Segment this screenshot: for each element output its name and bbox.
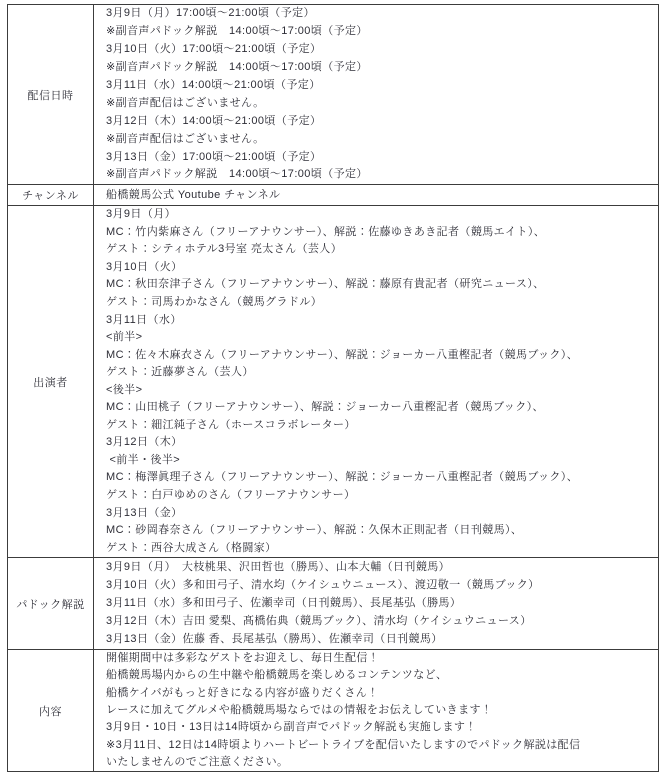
broadcast-info-table xyxy=(7,4,659,772)
table-row-performers xyxy=(8,205,658,557)
content-line: ゲスト：細江純子さん（ホースコラボレーター） xyxy=(106,418,356,431)
row-label-contents: 内容 xyxy=(8,650,94,771)
row-content-contents xyxy=(94,650,658,771)
table-row-channel xyxy=(8,184,658,205)
content-line: ゲスト：司馬わかなさん（競馬グラドル） xyxy=(106,296,323,308)
content-line: 開催期間中は多彩なゲストをお迎えし、毎日生配信！ xyxy=(106,652,380,665)
content-line: 3月10日（火） xyxy=(106,260,183,273)
content-line: ※3月11日、12日は14時頃よりハートビートライブを配信いたしますのでパドック解説は配信 xyxy=(106,738,581,751)
content-line: ※副音声配信はございません。 xyxy=(106,96,265,109)
content-line: 船橋競馬場内からの生中継や船橋競馬を楽しめるコンテンツなど、 xyxy=(106,669,448,682)
content-line: <前半> xyxy=(106,331,143,344)
content-line: MC：山田桃子（フリーアナウンサー）、解説：ジョーカー八重樫記者（競馬ブック）、 xyxy=(106,401,544,414)
content-line: 3月13日（金）17:00頃～21:00頃（予定） xyxy=(106,150,322,163)
content-line: MC：砂岡春奈さん（フリーアナウンサー）、解説：久保木正則記者（日刊競馬）、 xyxy=(106,524,523,537)
row-content-broadcast-datetime xyxy=(94,5,658,184)
table-row-broadcast-datetime xyxy=(8,5,658,184)
table-row-paddock-commentary xyxy=(8,557,658,649)
content-line: 3月11日（水）多和田弓子、佐瀬幸司（日刊競馬）、長尾基弘（勝馬） xyxy=(106,596,462,609)
content-line: 3月12日（木） xyxy=(106,436,183,449)
row-label-broadcast-datetime: 配信日時 xyxy=(8,5,94,184)
content-line: ※副音声配信はございません。 xyxy=(106,132,265,145)
content-line: いたしませんのでご注意ください。 xyxy=(106,755,289,768)
content-line: レースに加えてグルメや船橋競馬場ならではの情報をお伝えしていきます！ xyxy=(106,703,493,716)
content-line: ※副音声パドック解説 14:00頃～17:00頃（予定） xyxy=(106,25,368,38)
content-line: 3月10日（火）17:00頃～21:00頃（予定） xyxy=(106,43,322,56)
row-label-performers: 出演者 xyxy=(8,206,94,557)
content-line: 3月9日（月） 大枝桃果、沢田哲也（勝馬）、山本大輔（日刊競馬） xyxy=(106,560,451,573)
table-row-contents xyxy=(8,649,658,771)
row-label-paddock-commentary: パドック解説 xyxy=(8,558,94,649)
content-line: 3月13日（金）佐藤 香、長尾基弘（勝馬）、佐瀬幸司（日刊競馬） xyxy=(106,633,443,646)
content-line: 船橋ケイバがもっと好きになる内容が盛りだくさん！ xyxy=(106,686,379,699)
content-line: ゲスト：白戸ゆめのさん（フリーアナウンサー） xyxy=(106,489,356,502)
content-line: ゲスト：シティホテル3号室 亮太さん（芸人） xyxy=(106,243,343,256)
content-line: 3月13日（金） xyxy=(106,506,183,519)
content-line: 3月9日（月） xyxy=(106,208,177,221)
content-line: ※副音声パドック解説 14:00頃～17:00頃（予定） xyxy=(106,61,368,74)
content-line: MC：秋田奈津子さん（フリーアナウンサー）、解説：藤原有貴記者（研究ニュース）、 xyxy=(106,278,545,291)
content-line: 3月11日（水） xyxy=(106,313,182,326)
row-content-paddock-commentary xyxy=(94,558,658,649)
content-line: MC：梅澤眞理子さん（フリーアナウンサー）、解説：ジョーカー八重樫記者（競馬ブック）、 xyxy=(106,471,579,484)
content-line: <後半> xyxy=(106,383,143,396)
content-line: MC：竹内紫麻さん（フリーアナウンサー）、解説：佐藤ゆきあき記者（競馬エイト）、 xyxy=(106,225,546,238)
content-line: <前半・後半> xyxy=(106,453,181,466)
content-line: 3月10日（火）多和田弓子、清水均（ケイシュウニュース）、渡辺敬一（競馬ブック） xyxy=(106,578,540,591)
content-line: ※副音声パドック解説 14:00頃～17:00頃（予定） xyxy=(106,168,368,181)
row-label-channel: チャンネル xyxy=(8,185,94,205)
content-line: 3月12日（木）吉田 愛梨、髙橋佑典（競馬ブック）、清水均（ケイシュウニュース） xyxy=(106,615,532,628)
content-line: 船橋競馬公式 Youtube チャンネル xyxy=(106,188,281,201)
row-content-channel xyxy=(94,185,658,205)
content-line: 3月11日（水）14:00頃～21:00頃（予定） xyxy=(106,79,321,91)
content-line: 3月12日（木）14:00頃～21:00頃（予定） xyxy=(106,114,322,127)
content-line: ゲスト：近藤夢さん（芸人） xyxy=(106,366,254,379)
content-line: MC：佐々木麻衣さん（フリーアナウンサー）、解説：ジョーカー八重樫記者（競馬ブック）、 xyxy=(106,348,579,361)
row-content-performers xyxy=(94,206,658,557)
content-line: ゲスト：西谷大成さん（格闘家） xyxy=(106,541,277,554)
content-line: 3月9日・10日・13日は14時頃から副音声でパドック解説も実施します！ xyxy=(106,721,477,734)
content-line: 3月9日（月）17:00頃～21:00頃（予定） xyxy=(106,7,315,20)
